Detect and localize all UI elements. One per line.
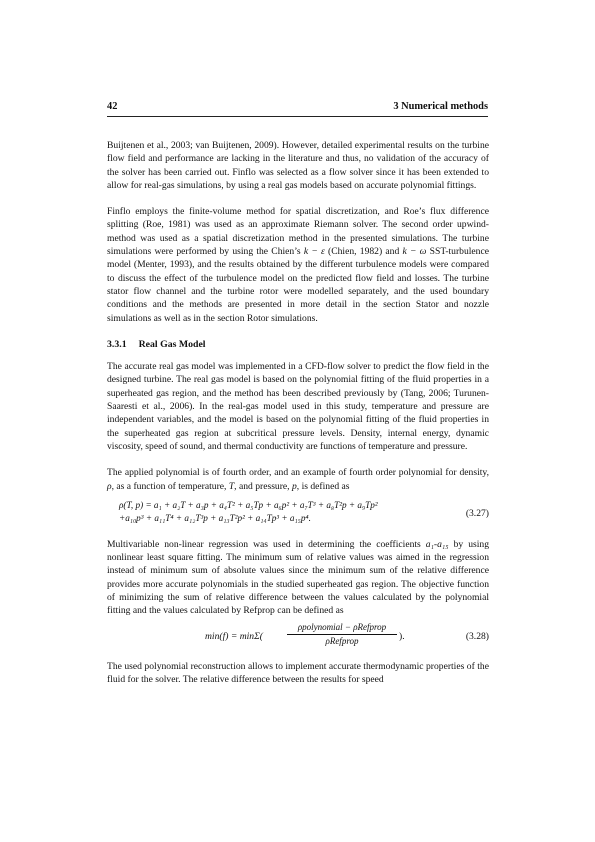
text-run: (Chien, 1982) and — [324, 246, 403, 258]
equation-number: (3.28) — [465, 630, 489, 642]
math-k-omega: k − ω — [402, 246, 427, 258]
text-run: The applied polynomial is of fourth order, and an example of fourth order polynomial for density, — [107, 467, 489, 479]
math-coefficients: a₁-a₁₅ — [425, 538, 449, 550]
text-run: , is defined as — [296, 480, 350, 492]
paragraph-real-gas-model: The accurate real gas model was implemented in a CFD-flow solver to predict the flow field in the designed turbine. The real gas model is based on the polynomial fitting of the fluid properties in a superheated gas region, and the method has been described previously by (Tang, 2006; Turunen-Saaresti et al., 2006). In the real-gas model used in this study, temperature and pressure are independent variables, and the model is based on the polynomial fitting of the fluid properties in the superheated gas region at subcritical pressure levels. Density, internal energy, dynamic viscosity, speed of sound, and thermal conductivity are functions of temperature and pressure. — [107, 361, 489, 452]
running-header — [107, 101, 488, 117]
section-title: Real Gas Model — [138, 338, 206, 350]
fraction-denominator: ρRefprop — [325, 635, 359, 646]
page-number: 42 — [107, 101, 118, 112]
section-number: 3.3.1 — [107, 338, 127, 350]
section-heading — [107, 338, 489, 351]
paragraph-polynomial — [107, 466, 489, 493]
math-rho: ρ — [107, 480, 112, 492]
math-T: T — [228, 480, 235, 492]
paragraph-reconstruction: The used polynomial reconstruction allows to implement accurate thermodynamic properties of the fluid for the solver. The relative difference between the results for speed — [107, 660, 489, 685]
math-p: p — [291, 480, 297, 492]
paragraph-finflo — [107, 205, 489, 325]
text-run: , as a function of temperature, — [111, 480, 229, 492]
text-run: SST-turbulence model (Menter, 1993), and the results obtained by the different turbulence models were compared to discuss the effect of the turbulence model on the predicted flow field and losses. The turbine stator flow channel and the turbine rotor were modelled separately, and the used boundary conditions and the methods are presented in more detail in the section Stator and nozzle simulations as well as in the section Rotor simulations. — [107, 246, 489, 324]
equation-3-27 — [107, 499, 489, 529]
math-k-epsilon: k − ε — [303, 246, 325, 258]
equation-line-1: ρ(T, p) = a₁ + a₂T + a₃p + a₄T² + a₅Tp + a₆p² + a₇T³ + a₈T²p + a₉Tp² — [119, 499, 378, 510]
equation-line-2: +a₁₀p³ + a₁₁T⁴ + a₁₂T³p + a₁₃T²p² + a₁₄Tp³ + a₁₅p⁴. — [119, 513, 311, 524]
text-run: Multivariable non-linear regression was used in determining the coefficients — [107, 538, 426, 550]
equation-fraction — [287, 622, 397, 647]
paragraph-intro: Buijtenen et al., 2003; van Buijtenen, 2009). However, detailed experimental results on the turbine flow field and performance are lacking in the literature and thus, no validation of the accuracy of the solver has been carried out. Finflo was selected as a flow solver since it has been extended to allow for real-gas simulations, by using a real gas models based on accurate polynomial fittings. — [107, 140, 489, 191]
text-run: Finflo employs the finite-volume method for spatial discretization, and Roe’s flux difference splitting (Roe, 1981) was used as an approximate Riemann solver. The second order upwind-method was used as a spatial discretization method in the presented simulations. The turbine simulations were performed by using the Chien’s — [107, 206, 489, 258]
text-run: by using nonlinear least square fitting. The minimum sum of relative values was aimed in the regression instead of minimum sum of absolute values since the minimum sum of the relative difference provides more accurate polynomials in the studied superheated gas region. The objective function of minimizing the sum of relative difference between the values calculated by the polynomial fitting and the values calculated by Refprop can be defined as — [107, 538, 489, 617]
equation-body — [119, 499, 378, 526]
paragraph-regression — [107, 538, 489, 618]
equation-3-28 — [107, 622, 489, 652]
equation-number: (3.27) — [465, 507, 489, 519]
fraction-numerator: ρpolynomial − ρRefprop — [287, 622, 397, 635]
equation-tail: ). — [399, 630, 405, 642]
text-run: , and pressure, — [234, 480, 292, 492]
page-body — [107, 139, 489, 699]
equation-lhs: min(f) = minΣ( — [205, 630, 264, 642]
chapter-title: 3 Numerical methods — [393, 101, 488, 112]
